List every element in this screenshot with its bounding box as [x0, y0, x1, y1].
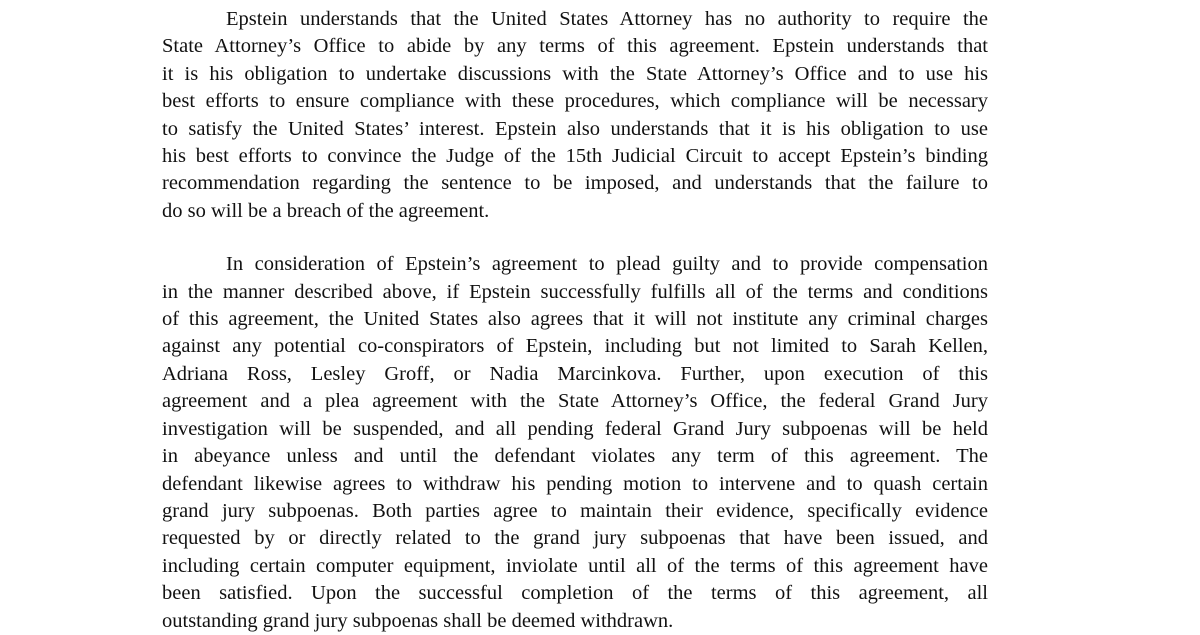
text-line: outstanding grand jury subpoenas shall be deemed withdrawn.	[162, 609, 674, 632]
text-line: investigation will be suspended, and all pending federal Grand Jury subpoenas will be held	[162, 417, 988, 440]
text-line: his best efforts to convince the Judge of the 15th Judicial Circuit to accept Epstein’s binding	[162, 145, 988, 168]
text-line: in abeyance unless and until the defendant violates any term of this agreement. The	[162, 445, 988, 468]
text-line: best efforts to ensure compliance with these procedures, which compliance will be necessary	[162, 90, 988, 113]
document-body	[162, 6, 1002, 635]
text-line: it is his obligation to undertake discussions with the State Attorney’s Office and to use his	[162, 62, 988, 85]
text-line: defendant likewise agrees to withdraw his pending motion to intervene and to quash certain	[162, 472, 988, 495]
text-line: agreement and a plea agreement with the State Attorney’s Office, the federal Grand Jury	[162, 390, 988, 413]
paragraph-obligations	[162, 6, 1002, 225]
text-line: requested by or directly related to the grand jury subpoenas that have been issued, and	[162, 527, 988, 550]
text-line: against any potential co-conspirators of Epstein, including but not limited to Sarah Kellen,	[162, 335, 988, 358]
paragraph-consideration	[162, 251, 1002, 635]
text-line: including certain computer equipment, inviolate until all of the terms of this agreement have	[162, 554, 988, 577]
text-line: do so will be a breach of the agreement.	[162, 199, 490, 222]
text-line: State Attorney’s Office to abide by any terms of this agreement. Epstein understands that	[162, 35, 988, 58]
text-line: Adriana Ross, Lesley Groff, or Nadia Marcinkova. Further, upon execution of this	[162, 362, 988, 385]
text-line: been satisfied. Upon the successful completion of the terms of this agreement, all	[162, 582, 988, 605]
text-line: In consideration of Epstein’s agreement to plead guilty and to provide compensation	[226, 253, 988, 276]
text-line: in the manner described above, if Epstein successfully fulfills all of the terms and conditions	[162, 280, 988, 303]
text-line: grand jury subpoenas. Both parties agree to maintain their evidence, specifically evidence	[162, 499, 988, 522]
text-line: recommendation regarding the sentence to be imposed, and understands that the failure to	[162, 172, 988, 195]
text-line: to satisfy the United States’ interest. Epstein also understands that it is his obligation to use	[162, 117, 988, 140]
text-line: of this agreement, the United States also agrees that it will not institute any criminal charges	[162, 308, 988, 331]
text-line: Epstein understands that the United States Attorney has no authority to require the	[226, 8, 988, 30]
